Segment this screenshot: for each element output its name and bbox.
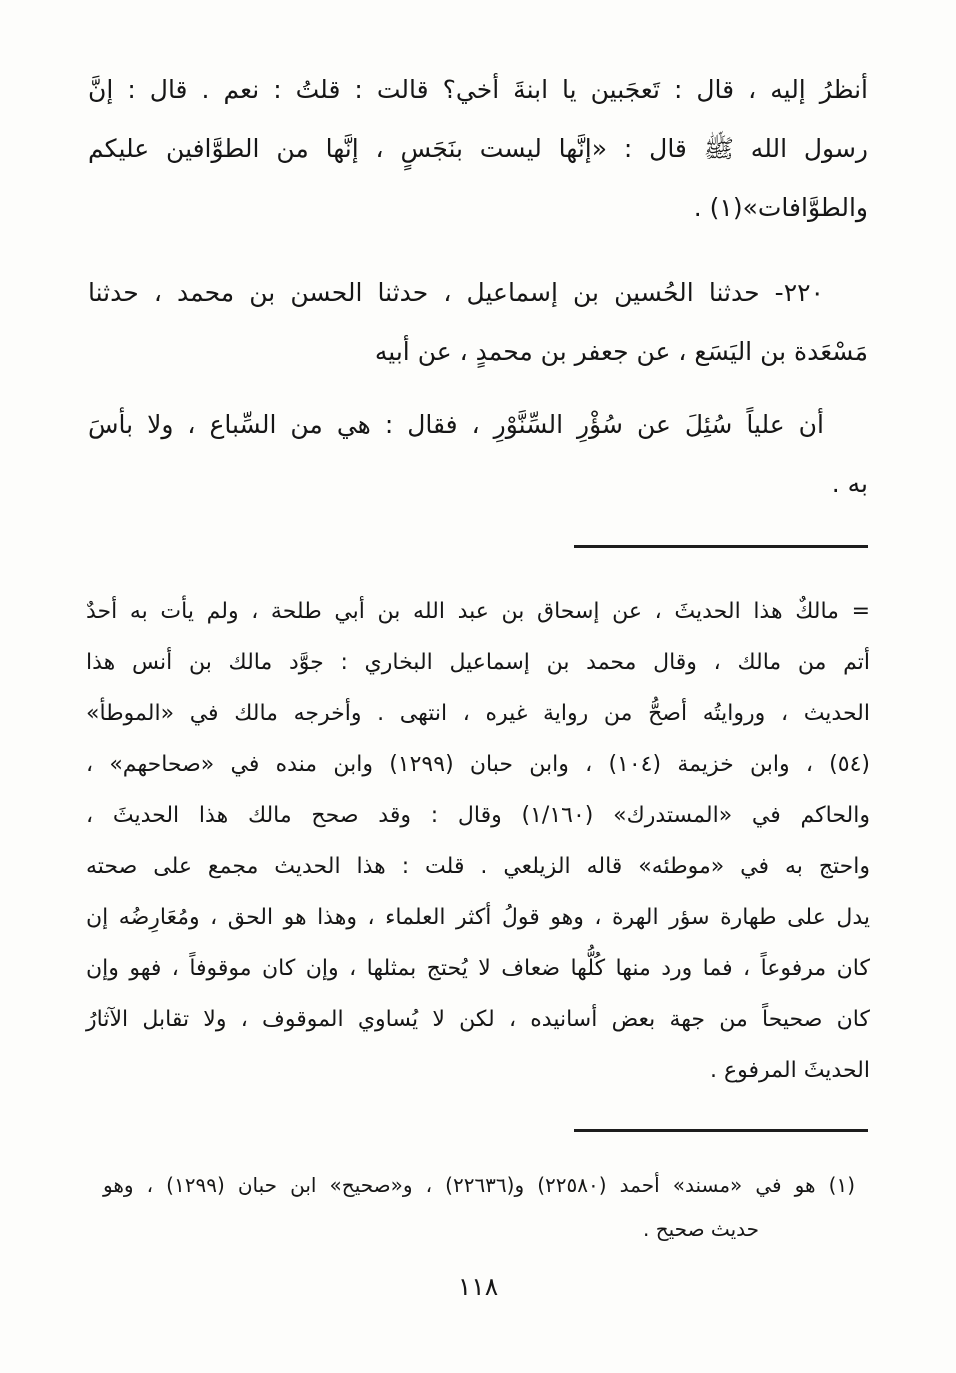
page-number: ١١٨: [457, 1272, 499, 1301]
commentary-line: (٥٤) ، وابن خزيمة (١٠٤) ، وابن حبان (١٢٩٩) وابن منده في «صحاحهم» ،: [86, 752, 870, 777]
text-line: ٢٢٠- حدثنا الحُسين بن إسماعيل ، حدثنا الحسن بن محمد ، حدثنا: [88, 278, 824, 307]
text-line: والطوَّافات»(١) .: [693, 193, 868, 222]
paragraph-hadith-220-matn: [88, 395, 868, 513]
paragraph-hadith-continuation: [88, 60, 868, 237]
footnote-block: [103, 1163, 855, 1251]
footnote-line: (١) هو في «مسند» أحمد (٢٢٥٨٠) و(٢٢٦٣٦) ، و«صحيح» ابن حبان (١٢٩٩) ، وهو: [103, 1173, 856, 1197]
text-line: رسول الله ﷺ قال : «إنَّها ليست بنَجَسٍ ، إنَّها من الطوَّافين عليكم: [88, 134, 868, 163]
text-line: أن علياً سُئِلَ عن سُؤْرِ السِّنَّوْرِ ، فقال : هي من السِّباع ، ولا بأسَ: [88, 410, 824, 439]
paragraph-hadith-220-isnad: [88, 263, 868, 381]
footnote-separator-rule: [574, 1129, 868, 1132]
text-line: به .: [831, 469, 868, 498]
main-text-block: [88, 60, 868, 513]
commentary-line: الحديثَ المرفوع .: [710, 1058, 870, 1083]
commentary-text-block: [86, 586, 870, 1096]
commentary-line: كان مرفوعاً ، فما ورد منها كُلُّها ضعاف لا يُحتج بمثلها ، وإن كان موقوفاً ، فهو وإن: [86, 956, 870, 981]
commentary-line: = مالكٌ هذا الحديثَ ، عن إسحاق بن عبد الله بن أبي طلحة ، ولم يأت به أحدٌ: [86, 599, 870, 624]
commentary-separator-rule: [574, 545, 868, 548]
commentary-line: يدل على طهارة سؤر الهرة ، وهو قولُ أكثر العلماء ، وهذا هو الحق ، ومُعَارِضُه إن: [86, 905, 870, 930]
commentary-line: الحديث ، وروايتُه أصحُّ من رواية غيره ، انتهى . وأخرجه مالك في «الموطأ»: [86, 701, 870, 726]
commentary-line: واحتج به في «موطئه» قاله الزيلعي . قلت : هذا الحديث مجمع على صحته: [86, 854, 870, 879]
commentary-line: أتم من مالك ، وقال محمد بن إسماعيل البخاري : جوَّد مالك بن أنس هذا: [86, 650, 870, 675]
text-line: أنظرُ إليه ، قال : تَعجَبين يا ابنةَ أخي؟ قالت : قلتُ : نعم . قال : إنَّ: [88, 75, 868, 104]
text-line: مَسْعَدة بن اليَسَع ، عن جعفر بن محمدٍ ، عن أبيه: [374, 337, 868, 366]
commentary-line: والحاكم في «المستدرك» (١/١٦٠) وقال : وقد صحح مالك هذا الحديثَ ،: [86, 803, 870, 828]
commentary-line: كان صحيحاً من جهة بعض أسانيده ، لكن لا يُساوي الموقوف ، ولا تقابل الآثارُ: [86, 1007, 870, 1032]
footnote-line: حديث صحيح .: [643, 1217, 759, 1241]
